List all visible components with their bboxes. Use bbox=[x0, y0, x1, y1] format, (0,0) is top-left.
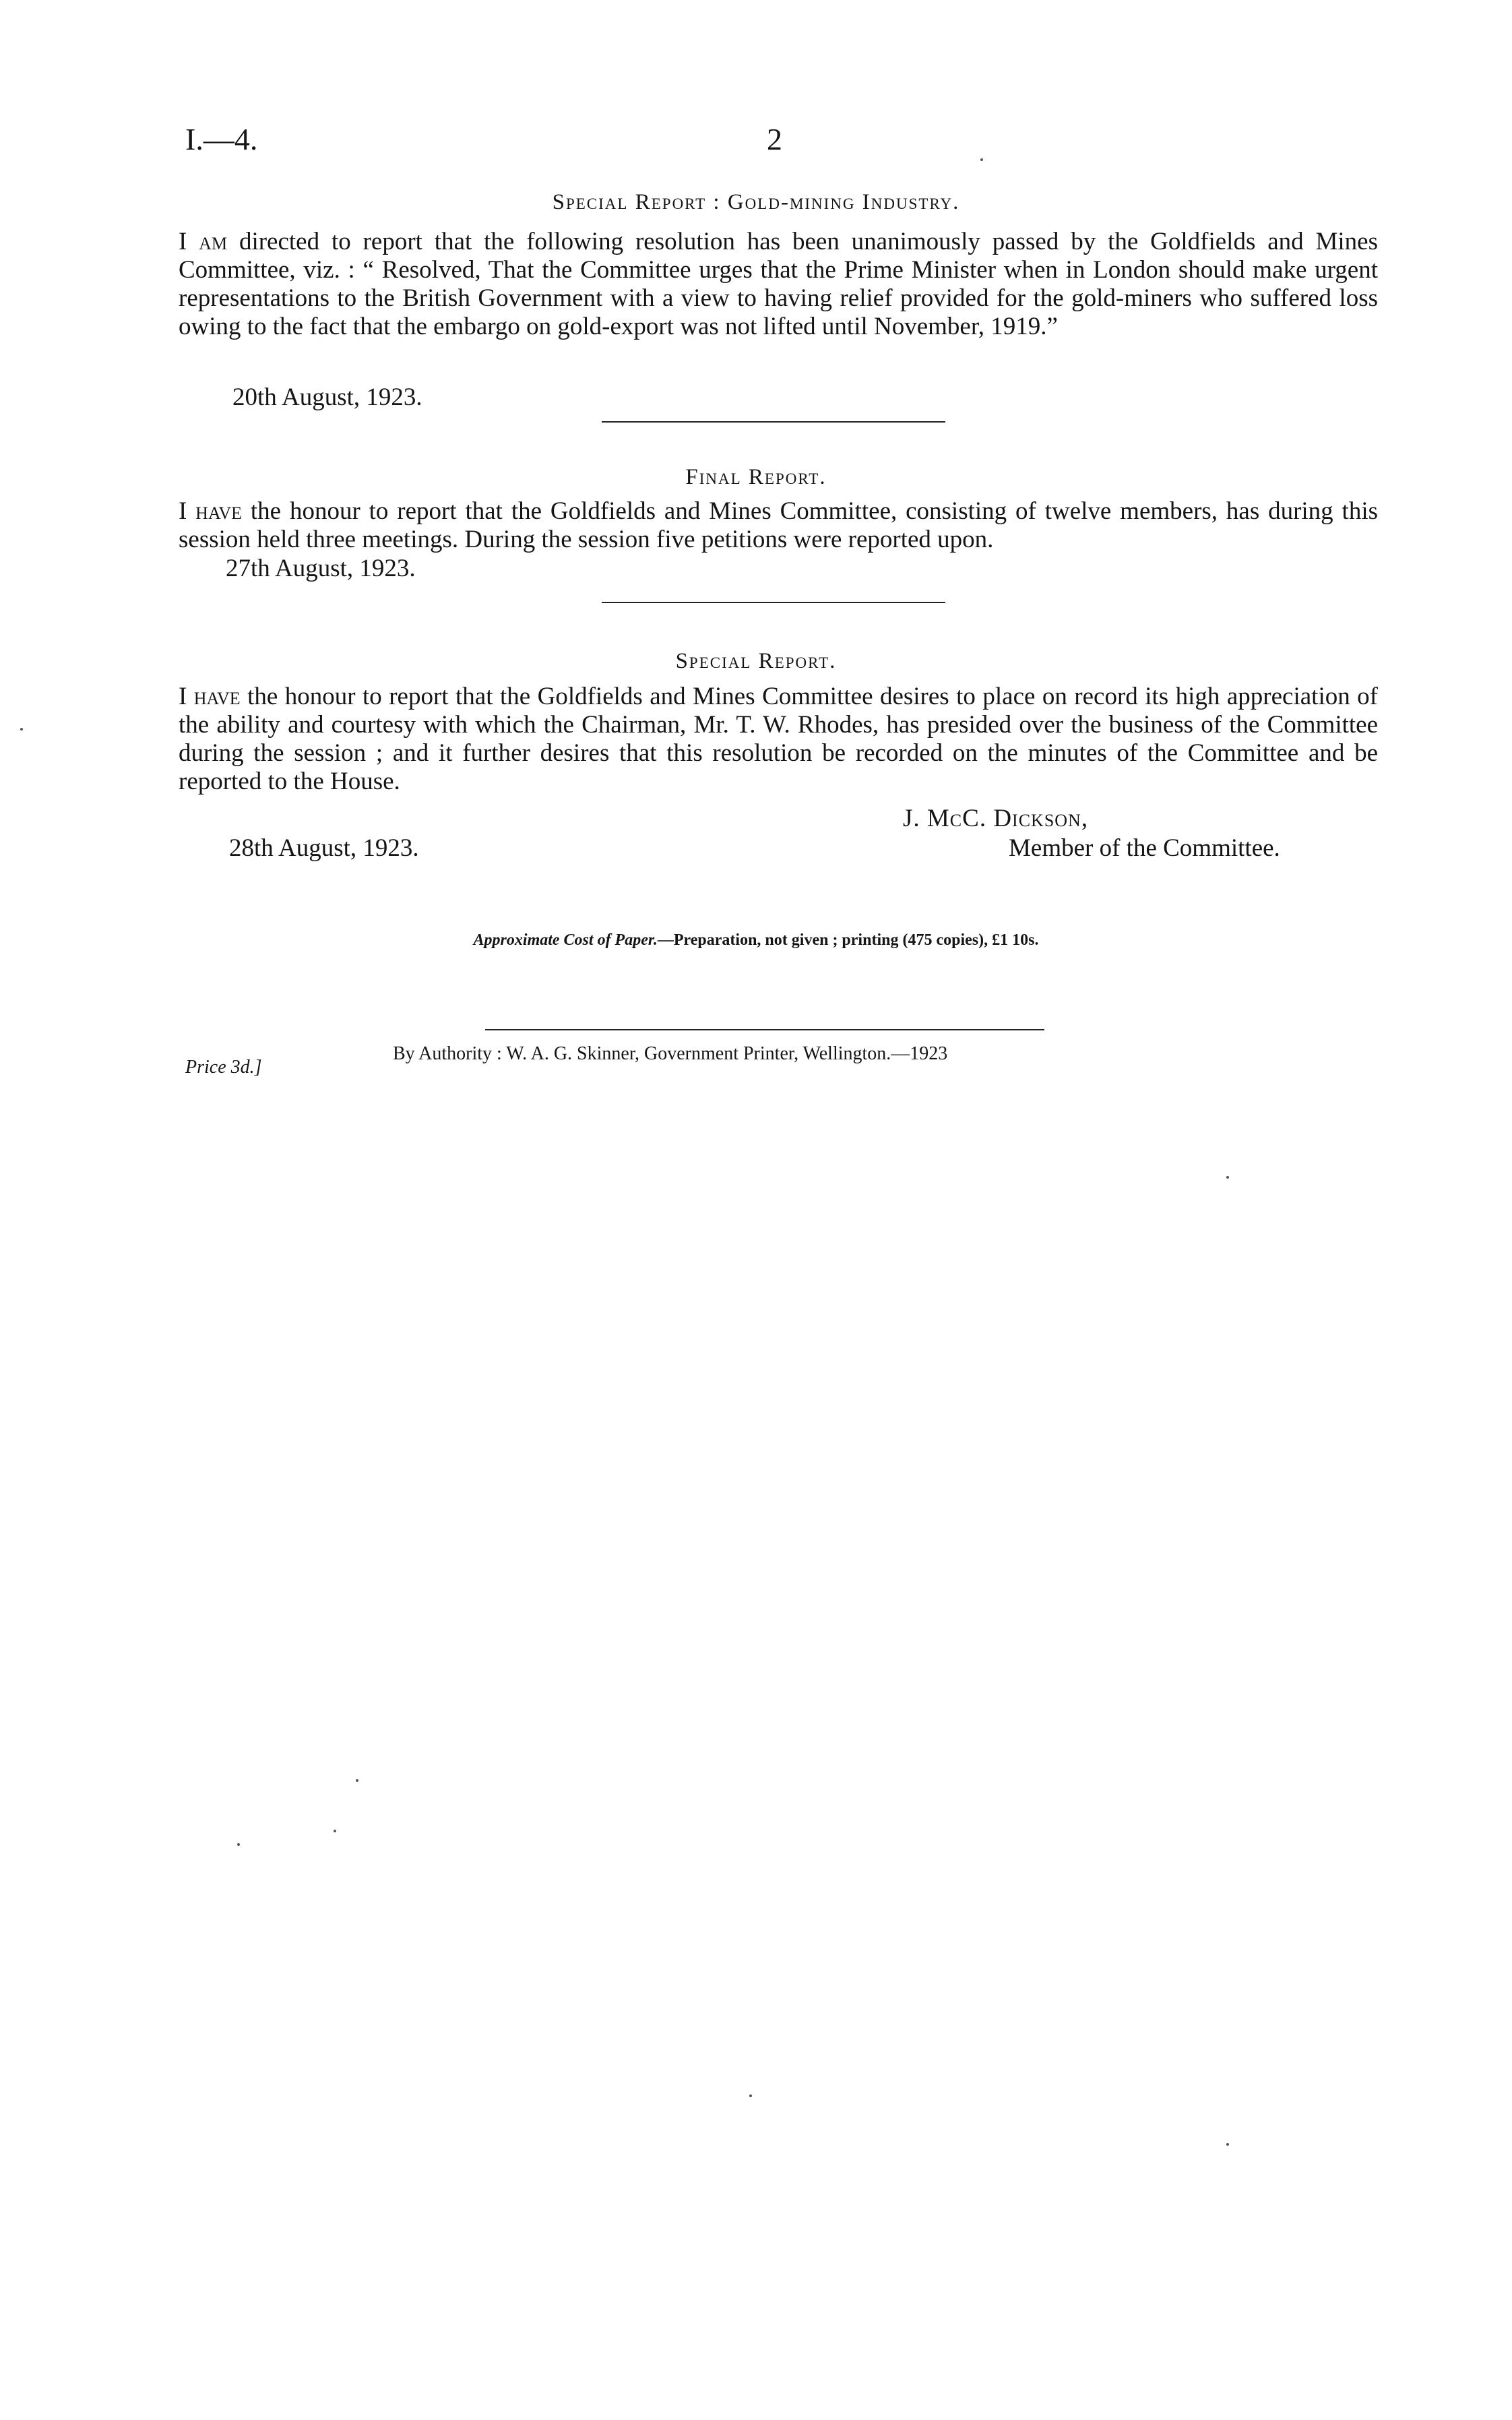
date-special: 28th August, 1923. bbox=[229, 834, 419, 862]
body-text: the honour to report that the Goldfields and Mines Committee, consisting of twelve members, has during this session held three meetings. During the session five petitions were reported upon. bbox=[179, 497, 1379, 553]
page-number: 2 bbox=[767, 122, 782, 156]
price: Price 3d.] bbox=[185, 1057, 262, 1078]
lead-words: I have bbox=[179, 497, 243, 525]
divider bbox=[602, 602, 945, 603]
section-body-gold-mining bbox=[179, 228, 1378, 341]
cost-label: Approximate Cost of Paper. bbox=[473, 931, 658, 949]
page-reference: I.—4. bbox=[185, 122, 258, 156]
section-body-special bbox=[179, 683, 1378, 796]
footer-rule bbox=[485, 1029, 1044, 1030]
lead-words: I am bbox=[179, 228, 228, 255]
signatory-name: J. McC. Dickson, bbox=[903, 805, 1089, 832]
section-heading-special: Special Report. bbox=[675, 649, 837, 673]
divider bbox=[602, 421, 945, 423]
date-final: 27th August, 1923. bbox=[226, 555, 416, 582]
lead-words: I have bbox=[179, 683, 241, 710]
body-text: directed to report that the following resolution has been unanimously passed by the Goldfields and Mines Committee, viz. : “ Resolved, That the Committee urges that the Prime Minister when in London should make urgent representations to the British Government with a view to having relief provided for the gold-miners who suffered loss owing to the fact that the embargo on gold-export was not lifted until November, 1919.” bbox=[179, 228, 1378, 340]
body-text: the honour to report that the Goldfields and Mines Committee desires to place on record its high appreciation of the ability and courtesy with which the Chairman, Mr. T. W. Rhodes, has presided over the business of the Committee during the session ; and it further desires that this resolution be recorded on the minutes of the Committee and be reported to the House. bbox=[179, 683, 1378, 795]
section-heading-gold-mining: Special Report : Gold-mining Industry. bbox=[552, 190, 960, 214]
section-body-final bbox=[179, 497, 1378, 554]
cost-text: —Preparation, not given ; printing (475 copies), £1 10s. bbox=[657, 931, 1039, 949]
date-gold-mining: 20th August, 1923. bbox=[232, 383, 422, 411]
printer-imprint: By Authority : W. A. G. Skinner, Government Printer, Wellington.—1923 bbox=[393, 1043, 948, 1064]
section-heading-final: Final Report. bbox=[685, 465, 827, 489]
cost-of-paper bbox=[0, 931, 1512, 950]
signatory-role: Member of the Committee. bbox=[1009, 834, 1280, 862]
